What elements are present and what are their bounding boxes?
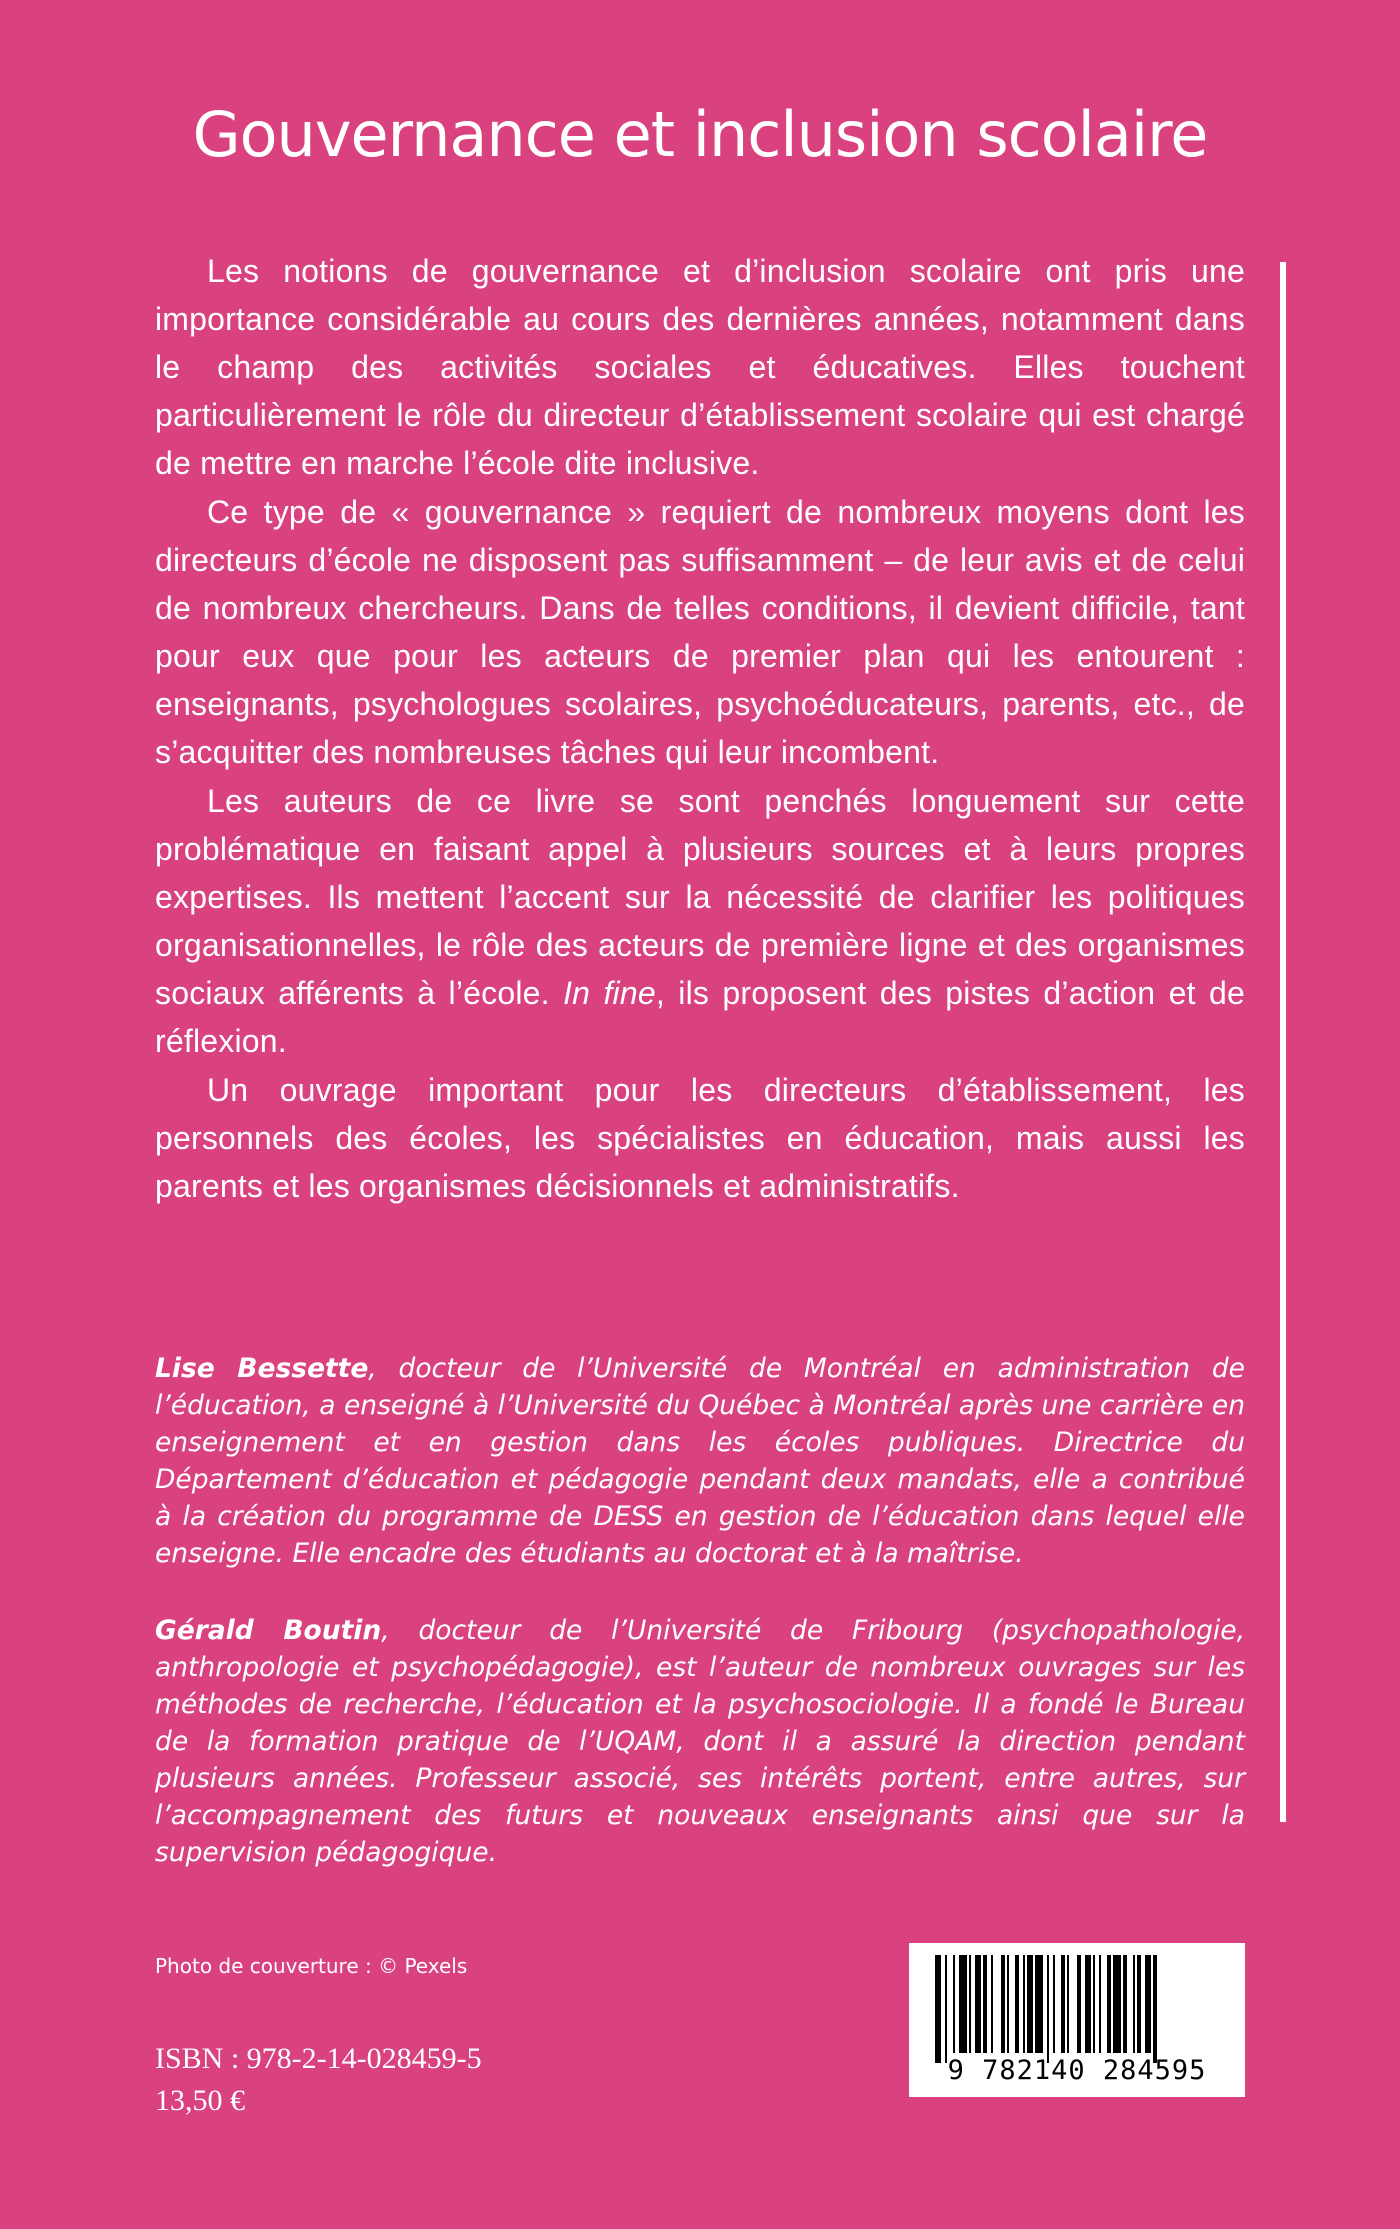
barcode-bar	[1077, 1955, 1081, 2053]
author-bios	[155, 1350, 1245, 1911]
barcode-bar	[1015, 1955, 1019, 2053]
barcode-bar	[1123, 1955, 1127, 2053]
author-name-bessette: Lise Bessette	[155, 1353, 369, 1384]
barcode-bar	[1053, 1955, 1055, 2053]
summary-paragraph-1: Les notions de gouvernance et d’inclusion scolaire ont pris une importance considérable au cours des dernières années, notamment dans le champ des activités sociales et éducatives. Elles touchent particulièrement le rôle du directeur d’établissement scolaire qui est chargé de mettre en marche l’école dite inclusive.	[155, 253, 1245, 481]
barcode-bar	[1035, 1955, 1043, 2053]
price: 13,50 €	[155, 2084, 245, 2117]
summary-paragraph-2: Ce type de « gouvernance » requiert de nombreux moyens dont les directeurs d’école ne disposent pas suffisamment – de leur avis et de celui de nombreux chercheurs. Dans de telles conditions, il devient difficile, tant pour eux que pour les acteurs de premier plan qui les entourent : enseignants, psychologues scolaires, psychoéducateurs, parents, etc., de s’acquitter des nombreuses tâches qui leur incombent.	[155, 494, 1245, 770]
barcode-bar	[1113, 1955, 1121, 2053]
barcode-bar	[1001, 1955, 1005, 2053]
photo-credit: Photo de couverture : © Pexels	[155, 1954, 468, 1978]
author-bio-text-bessette: , docteur de l’Université de Montréal en administration de l’éducation, a enseigné à l’Université du Québec à Montréal après une carrière en enseignement et en gestion dans les écoles publiques. Directrice du Département d’éducation et pédagogie pendant deux mandats, elle a contribué à la création du programme de DESS en gestion de l’éducation dans lequel elle enseigne. Elle encadre des étudiants au doctorat et à la maîtrise.	[155, 1353, 1245, 1569]
author-bio-boutin	[155, 1612, 1245, 1871]
barcode-bar	[1137, 1955, 1141, 2053]
barcode-bar	[1153, 1955, 1157, 2063]
barcode-bar	[935, 1955, 941, 2063]
vertical-rule	[1280, 262, 1286, 1822]
barcode-bar	[1023, 1955, 1025, 2053]
barcode	[909, 1943, 1245, 2097]
barcode-bar	[953, 1955, 955, 2053]
barcode-bar	[1093, 1955, 1095, 2053]
barcode-bar	[1133, 1955, 1135, 2053]
barcode-bar	[983, 1955, 987, 2053]
summary-paragraph-3	[155, 777, 1245, 1065]
barcode-bar	[1085, 1955, 1091, 2053]
barcode-bar	[945, 1955, 947, 2063]
barcode-bar	[969, 1955, 971, 2053]
summary-paragraph-3-start: Les auteurs de ce livre se sont penchés longuement sur cette problématique en faisant appel à plusieurs sources et à leurs propres expertises. Ils mettent l’accent sur la nécessité de clarifier les politiques organisationnelles, le rôle des acteurs de première ligne et des organismes sociaux afférents à l’école.	[155, 783, 1245, 1011]
barcode-bar	[1007, 1955, 1009, 2053]
barcode-bar	[1145, 1955, 1151, 2053]
summary-paragraph-3-end: , ils proposent des pistes d’action et de réflexion.	[155, 975, 1245, 1059]
barcode-bar	[1067, 1955, 1069, 2053]
barcode-bar	[1027, 1955, 1033, 2053]
isbn: ISBN : 978-2-14-028459-5	[155, 2042, 482, 2075]
barcode-digits: 9 782140 284595	[947, 2055, 1207, 2086]
barcode-bar	[991, 1955, 993, 2053]
barcode-bar	[975, 1955, 981, 2053]
barcode-bar	[959, 1955, 967, 2053]
barcode-bar	[1099, 1955, 1101, 2053]
author-name-boutin: Gérald Boutin	[155, 1615, 382, 1646]
author-bio-text-boutin: , docteur de l’Université de Fribourg (psychopathologie, anthropologie et psychopédagogie), est l’auteur de nombreux ouvrages sur les méthodes de recherche, l’éducation et la psychosociologie. Il a fondé le Bureau de la formation pratique de l’UQAM, dont il a assuré la direction pendant plusieurs années. Professeur associé, ses intérêts portent, entre autres, sur l’accompagnement des futurs et nouveaux enseignants ainsi que sur la supervision pédagogique.	[155, 1615, 1245, 1868]
author-bio-bessette	[155, 1350, 1245, 1572]
in-fine-emphasis: In fine	[563, 975, 656, 1011]
summary-paragraph-4: Un ouvrage important pour les directeurs d’établissement, les personnels des écoles, les spécialistes en éducation, mais aussi les parents et les organismes décisionnels et administratifs.	[155, 1072, 1245, 1204]
isbn-block	[155, 2038, 482, 2122]
barcode-bar	[1107, 1955, 1111, 2053]
summary-text	[155, 247, 1245, 1211]
book-title: Gouvernance et inclusion scolaire	[192, 98, 1208, 171]
barcode-bar	[1047, 1955, 1049, 2063]
barcode-bar	[1061, 1955, 1065, 2053]
